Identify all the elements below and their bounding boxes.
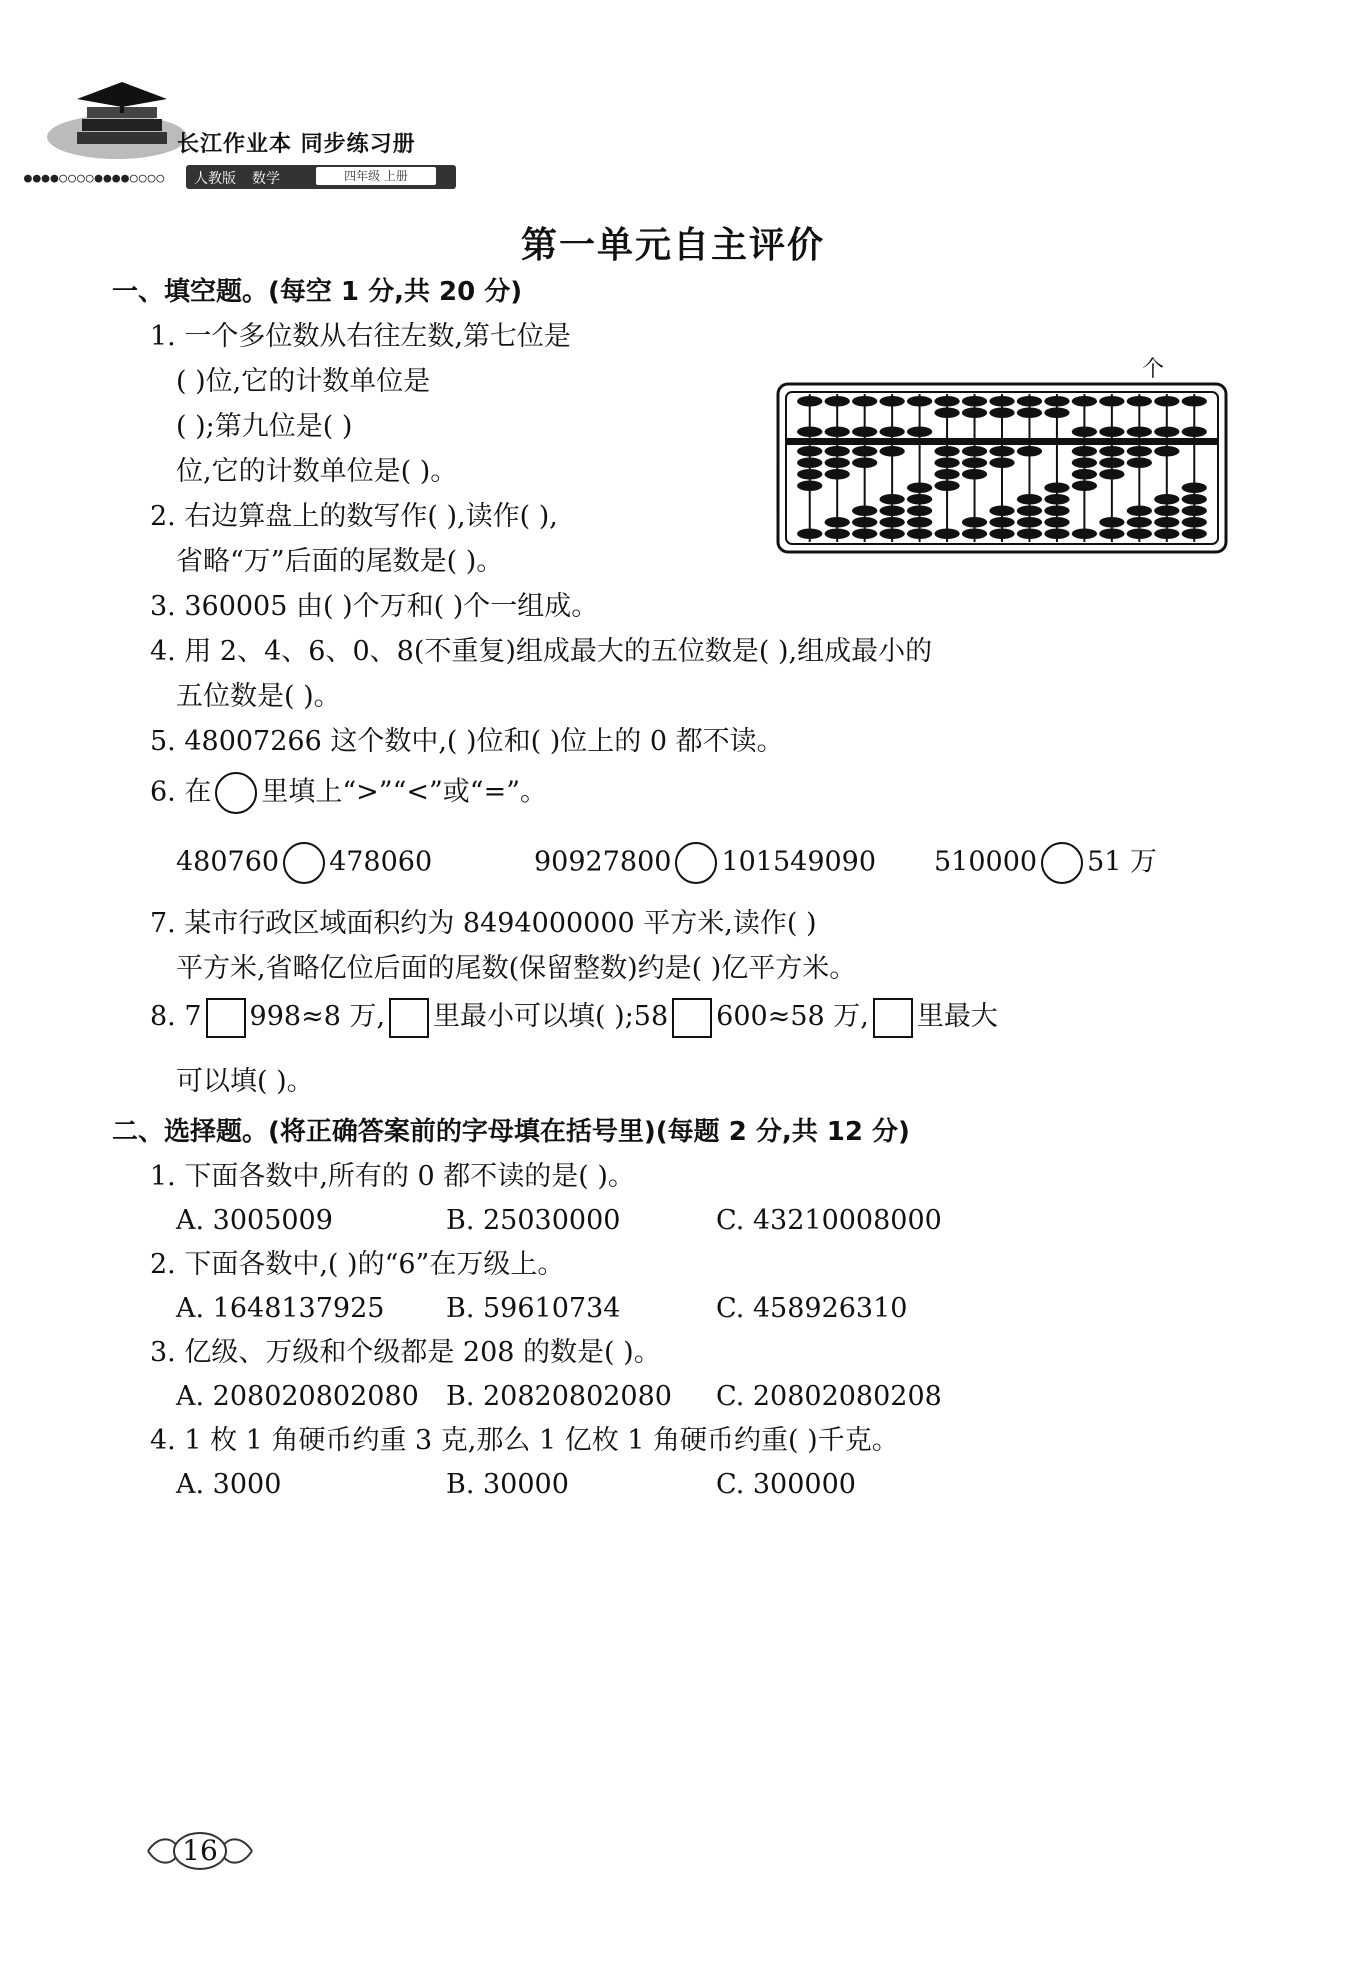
abacus-lower-bead: [989, 517, 1014, 528]
page-number-badge: [140, 1828, 260, 1874]
abacus-upper-bead: [852, 396, 877, 407]
abacus-lower-bead: [989, 458, 1014, 469]
abacus-lower-bead: [825, 517, 850, 528]
abacus-lower-bead: [1127, 446, 1152, 457]
abacus-upper-bead: [1099, 396, 1124, 407]
abacus-lower-bead: [907, 483, 932, 494]
abacus-lower-bead: [907, 494, 932, 505]
abacus-lower-bead: [989, 506, 1014, 517]
abacus-lower-bead: [934, 458, 959, 469]
mc-option-4-b[interactable]: B. 30000: [446, 1469, 569, 1500]
q1-line-3: ( );第九位是( ): [176, 411, 353, 442]
answer-circle-2[interactable]: [675, 842, 717, 884]
abacus-upper-bead: [907, 396, 932, 407]
mc-option-1-a[interactable]: A. 3005009: [176, 1205, 333, 1236]
series-title: 长江作业本 同步练习册: [177, 132, 416, 157]
abacus-lower-bead: [852, 506, 877, 517]
q8-p3: 里最小可以填( );58: [433, 1001, 669, 1032]
mc-option-3-c[interactable]: C. 20802080208: [716, 1381, 942, 1412]
abacus-upper-bead: [1099, 427, 1124, 438]
abacus-upper-bead: [989, 408, 1014, 419]
abacus-upper-bead: [1182, 427, 1207, 438]
abacus-lower-bead: [1127, 529, 1152, 540]
q6-comparison-2: [534, 842, 876, 884]
abacus-upper-bead: [1044, 396, 1069, 407]
abacus-lower-bead: [1099, 458, 1124, 469]
subject-label: 数学: [252, 171, 280, 187]
q6-b3: 51 万: [1087, 846, 1158, 878]
q2-line-2: 省略“万”后面的尾数是( )。: [176, 546, 504, 577]
mc-option-2-c[interactable]: C. 458926310: [716, 1293, 908, 1324]
answer-box-2[interactable]: [389, 998, 429, 1038]
q1-line-4: 位,它的计数单位是( )。: [176, 456, 458, 487]
worksheet-page: [22, 22, 1324, 1947]
abacus-lower-bead: [1044, 483, 1069, 494]
abacus-lower-bead: [1127, 506, 1152, 517]
abacus-lower-bead: [1072, 446, 1097, 457]
abacus-lower-bead: [989, 529, 1014, 540]
abacus-upper-bead: [879, 396, 904, 407]
abacus-upper-bead: [907, 427, 932, 438]
mc-question-1: 1. 下面各数中,所有的 0 都不读的是( )。: [150, 1161, 635, 1192]
abacus-lower-bead: [1099, 529, 1124, 540]
abacus-upper-bead: [1182, 396, 1207, 407]
abacus-lower-bead: [852, 529, 877, 540]
mc-option-2-b[interactable]: B. 59610734: [446, 1293, 621, 1324]
abacus-lower-bead: [879, 517, 904, 528]
abacus-lower-bead: [1017, 446, 1042, 457]
abacus-lower-bead: [1044, 494, 1069, 505]
mc-option-1-b[interactable]: B. 25030000: [446, 1205, 621, 1236]
abacus-lower-bead: [1044, 517, 1069, 528]
answer-box-4[interactable]: [873, 998, 913, 1038]
abacus-lower-bead: [1182, 506, 1207, 517]
q2-line-1: 2. 右边算盘上的数写作( ),读作( ),: [150, 501, 558, 532]
abacus-upper-bead: [1154, 427, 1179, 438]
q6-b2: 101549090: [721, 846, 877, 878]
abacus-lower-bead: [934, 469, 959, 480]
mc-option-3-b[interactable]: B. 20820802080: [446, 1381, 672, 1412]
abacus-lower-bead: [907, 529, 932, 540]
abacus-lower-bead: [962, 446, 987, 457]
abacus-lower-bead: [907, 517, 932, 528]
abacus-lower-bead: [825, 469, 850, 480]
abacus-upper-bead: [962, 396, 987, 407]
books-logo-icon: [42, 77, 192, 167]
abacus-lower-bead: [797, 481, 822, 492]
q6-a1: 480760: [176, 846, 280, 878]
abacus-upper-bead: [797, 427, 822, 438]
abacus-lower-bead: [797, 529, 822, 540]
abacus-lower-bead: [797, 446, 822, 457]
abacus-upper-bead: [852, 427, 877, 438]
abacus-lower-bead: [1182, 483, 1207, 494]
q7-line-2: 平方米,省略亿位后面的尾数(保留整数)约是( )亿平方米。: [176, 953, 857, 984]
abacus-lower-bead: [962, 458, 987, 469]
abacus-lower-bead: [879, 446, 904, 457]
abacus-lower-bead: [1017, 494, 1042, 505]
abacus-lower-bead: [934, 481, 959, 492]
section-2-heading: 二、选择题。(将正确答案前的字母填在括号里)(每题 2 分,共 12 分): [112, 1117, 910, 1147]
abacus-lower-bead: [1154, 529, 1179, 540]
q6-a2: 90927800: [534, 846, 672, 878]
abacus-upper-bead: [825, 427, 850, 438]
abacus-lower-bead: [852, 458, 877, 469]
mc-question-4: 4. 1 枚 1 角硬币约重 3 克,那么 1 亿枚 1 角硬币约重( )千克。: [150, 1425, 899, 1456]
mc-question-3: 3. 亿级、万级和个级都是 208 的数是( )。: [150, 1337, 661, 1368]
abacus-upper-bead: [989, 396, 1014, 407]
abacus-lower-bead: [1072, 458, 1097, 469]
mc-option-4-a[interactable]: A. 3000: [176, 1469, 282, 1500]
decorative-dots: ●●●●○○○○●●●●○○○○: [24, 171, 166, 186]
abacus-upper-bead: [1154, 396, 1179, 407]
section-1-heading: 一、填空题。(每空 1 分,共 20 分): [112, 277, 523, 307]
q6-post: 里填上“>”“<”或“=”。: [261, 776, 548, 808]
abacus-upper-bead: [934, 396, 959, 407]
abacus-upper-bead: [825, 396, 850, 407]
mc-option-1-c[interactable]: C. 43210008000: [716, 1205, 942, 1236]
abacus-lower-bead: [1127, 517, 1152, 528]
abacus-lower-bead: [1154, 506, 1179, 517]
abacus-lower-bead: [1182, 529, 1207, 540]
abacus-lower-bead: [907, 506, 932, 517]
abacus-upper-bead: [1072, 427, 1097, 438]
q8-p2: 998≈8 万,: [249, 1001, 386, 1032]
mc-option-2-a[interactable]: A. 1648137925: [176, 1293, 385, 1324]
abacus-lower-bead: [962, 469, 987, 480]
abacus-lower-bead: [1099, 446, 1124, 457]
mc-question-2: 2. 下面各数中,( )的“6”在万级上。: [150, 1249, 565, 1280]
abacus-lower-bead: [1154, 446, 1179, 457]
q5-line: 5. 48007266 这个数中,( )位和( )位上的 0 都不读。: [150, 726, 784, 757]
edition-label: 人教版: [194, 171, 236, 187]
abacus-lower-bead: [1154, 517, 1179, 528]
abacus-upper-bead: [879, 427, 904, 438]
abacus-lower-bead: [1017, 506, 1042, 517]
q3-line: 3. 360005 由( )个万和( )个一组成。: [150, 591, 599, 622]
abacus-lower-bead: [1154, 494, 1179, 505]
book-header: [22, 67, 462, 187]
abacus-upper-bead: [1127, 396, 1152, 407]
q4-line-1: 4. 用 2、4、6、0、8(不重复)组成最大的五位数是( ),组成最小的: [150, 636, 933, 667]
abacus-lower-bead: [1099, 517, 1124, 528]
abacus-lower-bead: [1017, 517, 1042, 528]
abacus-upper-bead: [1017, 396, 1042, 407]
abacus-upper-bead: [1127, 427, 1152, 438]
mc-option-3-a[interactable]: A. 208020802080: [176, 1381, 419, 1412]
abacus-lower-bead: [879, 506, 904, 517]
abacus-lower-bead: [989, 446, 1014, 457]
answer-circle-1[interactable]: [283, 842, 325, 884]
abacus-lower-bead: [825, 529, 850, 540]
abacus-lower-bead: [852, 517, 877, 528]
abacus-upper-bead: [797, 396, 822, 407]
abacus-lower-bead: [962, 529, 987, 540]
q6-pre: 6. 在: [150, 776, 212, 808]
answer-box-1[interactable]: [206, 998, 246, 1038]
abacus-upper-bead: [1072, 396, 1097, 407]
abacus-ones-label: 个: [1142, 357, 1165, 382]
abacus-lower-bead: [1127, 458, 1152, 469]
abacus-upper-bead: [1044, 408, 1069, 419]
mc-option-4-c[interactable]: C. 300000: [716, 1469, 856, 1500]
q1-line-1: 1. 一个多位数从右往左数,第七位是: [150, 321, 571, 352]
abacus-lower-bead: [1072, 529, 1097, 540]
abacus-lower-bead: [825, 458, 850, 469]
abacus-lower-bead: [1017, 529, 1042, 540]
q6-b1: 478060: [329, 846, 433, 878]
abacus-lower-bead: [1072, 481, 1097, 492]
answer-box-3[interactable]: [672, 998, 712, 1038]
abacus-lower-bead: [797, 458, 822, 469]
page-number: 16: [182, 1834, 218, 1867]
abacus-lower-bead: [825, 446, 850, 457]
abacus-lower-bead: [1044, 529, 1069, 540]
q1-line-2: ( )位,它的计数单位是: [176, 366, 431, 397]
abacus-upper-bead: [1017, 408, 1042, 419]
abacus-upper-bead: [962, 408, 987, 419]
answer-circle-3[interactable]: [1041, 842, 1083, 884]
grade-label: 四年级 上册: [316, 167, 436, 185]
q8-line-2: 可以填( )。: [176, 1066, 314, 1097]
edition-bar: [186, 165, 456, 189]
q7-line-1: 7. 某市行政区域面积约为 8494000000 平方米,读作( ): [150, 908, 817, 939]
abacus-lower-bead: [1072, 469, 1097, 480]
q8-p5: 里最大: [916, 1001, 998, 1032]
abacus-lower-bead: [852, 446, 877, 457]
abacus-lower-bead: [879, 529, 904, 540]
abacus-lower-bead: [797, 469, 822, 480]
page-title: 第一单元自主评价: [520, 225, 825, 266]
abacus-lower-bead: [1044, 506, 1069, 517]
q4-line-2: 五位数是( )。: [176, 681, 341, 712]
abacus-lower-bead: [1182, 517, 1207, 528]
q6-comparison-3: [934, 842, 1157, 884]
q6-a3: 510000: [934, 846, 1038, 878]
q6-instruction: [150, 772, 547, 814]
q6-comparison-1: [176, 842, 432, 884]
q8-p1: 8. 7: [150, 1001, 202, 1032]
abacus-lower-bead: [934, 446, 959, 457]
abacus-lower-bead: [934, 529, 959, 540]
q8-line-1: [150, 997, 998, 1038]
abacus-upper-bead: [934, 408, 959, 419]
compare-circle-icon: [215, 772, 257, 814]
abacus-lower-bead: [962, 517, 987, 528]
abacus-lower-bead: [1099, 469, 1124, 480]
q8-p4: 600≈58 万,: [716, 1001, 869, 1032]
abacus-lower-bead: [879, 494, 904, 505]
abacus-lower-bead: [1182, 494, 1207, 505]
abacus-figure: [776, 382, 1228, 554]
